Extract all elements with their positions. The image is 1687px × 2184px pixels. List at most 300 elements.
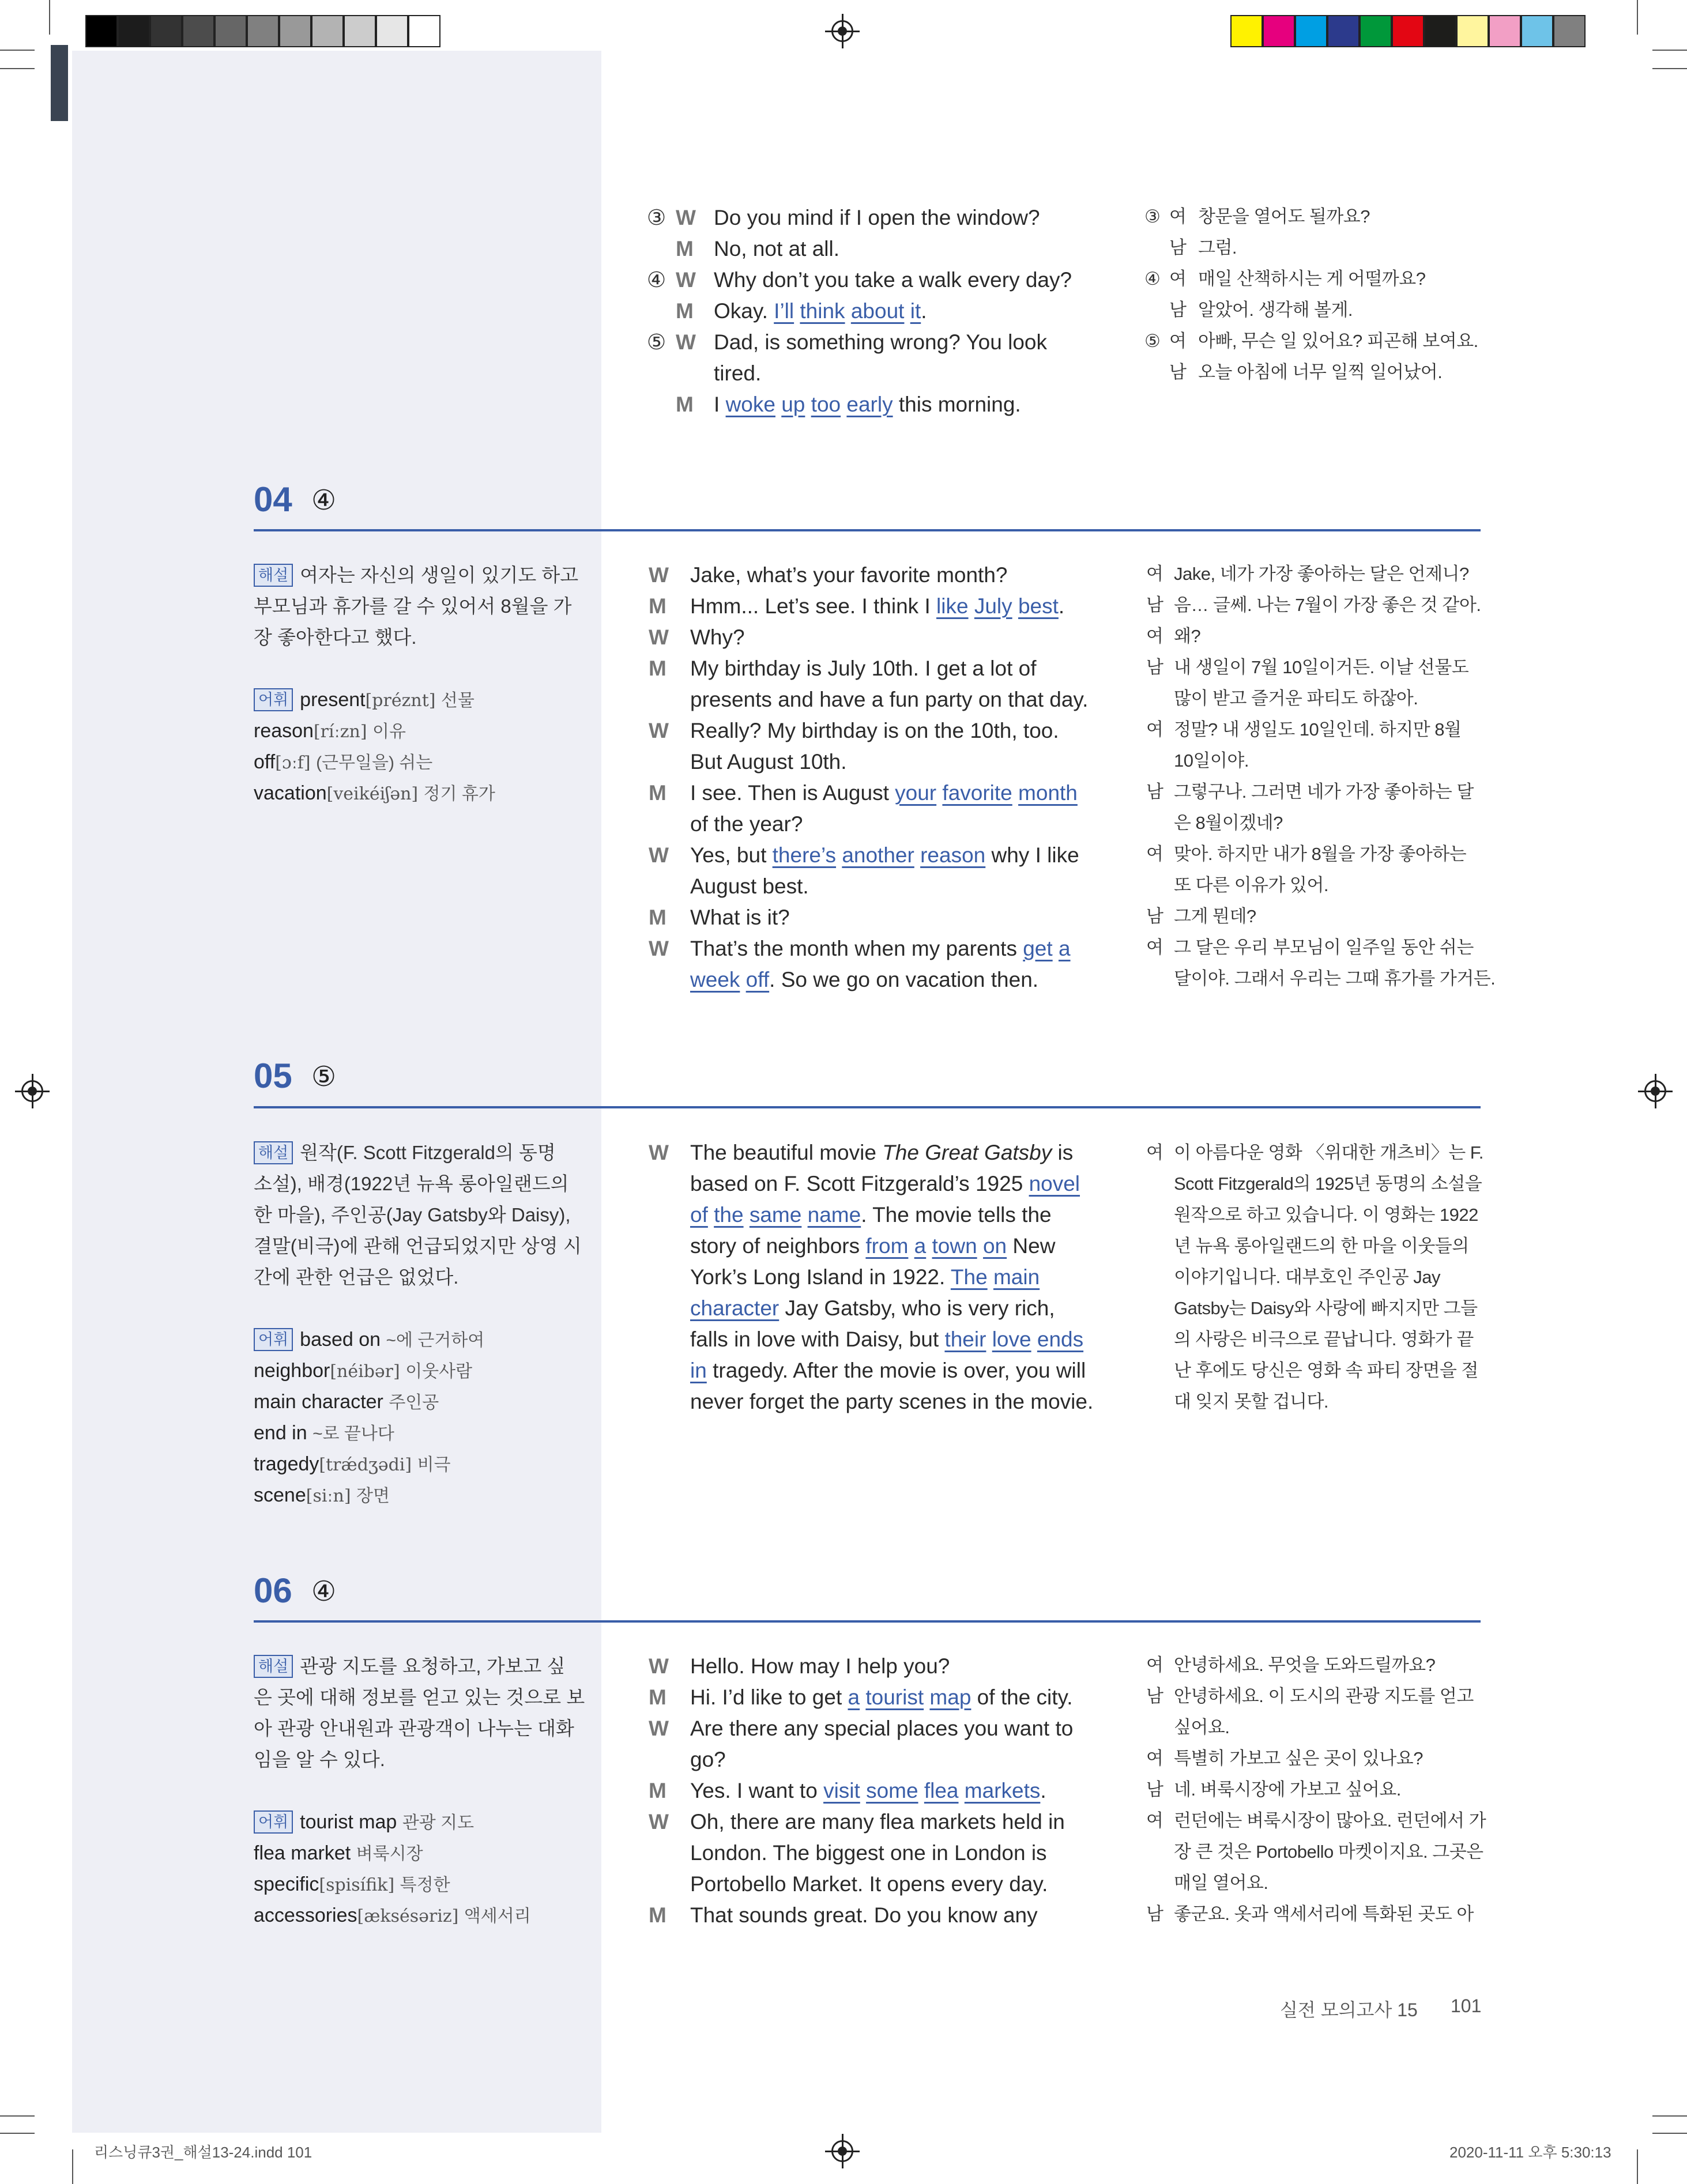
speaker-label: M xyxy=(649,906,666,929)
dialogue-line xyxy=(690,1869,1048,1900)
gray-swatch xyxy=(408,15,440,47)
speaker-label: 여 xyxy=(1146,1142,1163,1163)
item-number: ④ xyxy=(647,268,666,292)
key-phrase: tourist xyxy=(865,1685,924,1709)
text-run xyxy=(977,1234,983,1258)
explanation-line xyxy=(254,1713,574,1744)
slug-timestamp: 2020-11-11 오후 5:30:13 xyxy=(1449,2144,1611,2161)
gray-swatch xyxy=(150,15,182,47)
vocab-meaning: 벼룩시장 xyxy=(356,1844,423,1864)
text-run: . So we go on vacation then. xyxy=(769,968,1039,991)
translation-line: Jake, 네가 가장 좋아하는 달은 언제니? xyxy=(1174,564,1469,584)
text-run: 여자는 자신의 생일이 있기도 하고 xyxy=(300,564,579,586)
speaker-label: M xyxy=(649,1685,666,1709)
dialogue-line xyxy=(690,1137,1073,1168)
dialogue-line xyxy=(690,746,847,778)
text-run: tragedy. After the movie is over, you will xyxy=(706,1359,1086,1382)
speaker-label: M xyxy=(649,781,666,805)
text-run: That sounds great. Do you know any xyxy=(690,1903,1038,1927)
vocab-phonetic: [spisífik] xyxy=(319,1875,395,1895)
speaker-label: 남 xyxy=(1146,1779,1163,1800)
key-phrase: town xyxy=(932,1234,977,1258)
dialogue-line xyxy=(690,560,1007,591)
explanation-badge: 해설 xyxy=(254,564,293,587)
translation-line: 이 아름다운 영화 〈위대한 개츠비〉는 F. xyxy=(1174,1142,1483,1163)
text-run: . xyxy=(921,299,927,323)
section-rule xyxy=(254,1106,1481,1108)
registration-mark-top xyxy=(831,20,853,42)
text-run: Hello. How may I help you? xyxy=(690,1654,950,1678)
corner-tab xyxy=(51,45,68,121)
text-run: Portobello Market. It opens every day. xyxy=(690,1872,1048,1896)
speaker-label: M xyxy=(649,594,666,618)
text-run xyxy=(860,1779,866,1802)
text-run: of the city. xyxy=(971,1685,1073,1709)
speaker-label: 여 xyxy=(1146,719,1163,740)
translation-line: 싶어요. xyxy=(1174,1717,1230,1737)
text-run: based on F. Scott Fitzgerald’s 1925 xyxy=(690,1172,1029,1195)
text-run xyxy=(860,1685,865,1709)
dialogue-line xyxy=(690,840,1079,871)
speaker-label: W xyxy=(676,268,696,292)
text-run xyxy=(908,1234,914,1258)
text-run xyxy=(1012,594,1018,618)
speaker-label: W xyxy=(649,1717,669,1740)
speaker-label: 여 xyxy=(1169,206,1187,227)
speaker-label: 남 xyxy=(1146,782,1163,802)
translation-line: 맞아. 하지만 내가 8월을 가장 좋아하는 xyxy=(1174,844,1467,864)
key-phrase: week xyxy=(690,968,740,991)
vocab-phonetic: [æksésəriz] xyxy=(357,1906,459,1926)
crop-mark xyxy=(1652,2133,1687,2134)
text-run: Why don’t you take a walk every day? xyxy=(714,268,1072,292)
vocab-meaning: 비극 xyxy=(417,1455,451,1474)
key-phrase: of xyxy=(690,1203,708,1227)
item-number: ⑤ xyxy=(1144,331,1161,351)
text-run: London. The biggest one in London is xyxy=(690,1841,1047,1865)
translation-line: 정말? 내 생일도 10일인데. 하지만 8월 xyxy=(1174,719,1462,740)
dialogue-line xyxy=(690,902,790,933)
dialogue-line xyxy=(690,1262,1040,1293)
translation-line: 아빠, 무슨 일 있어요? 피곤해 보여요. xyxy=(1198,331,1478,351)
key-phrase: reason xyxy=(920,843,986,867)
dialogue-line xyxy=(690,1293,1055,1324)
crop-mark xyxy=(49,0,50,35)
vocab-meaning: 장면 xyxy=(356,1487,390,1506)
explanation-line xyxy=(254,622,417,653)
text-run: New xyxy=(1007,1234,1056,1258)
dialogue-line xyxy=(690,715,1059,746)
registration-mark-left xyxy=(21,1080,43,1102)
text-run: why I like xyxy=(985,843,1079,867)
explanation-line xyxy=(254,591,572,622)
dialogue-line xyxy=(690,809,803,840)
item-number: ③ xyxy=(647,206,666,229)
key-phrase: flea xyxy=(924,1779,959,1802)
question-answer: ④ xyxy=(311,1576,337,1607)
vocab-entry xyxy=(254,684,475,716)
vocab-entry xyxy=(254,1806,474,1839)
translation-line: 대 잊지 못할 겁니다. xyxy=(1174,1391,1329,1412)
speaker-label: W xyxy=(649,1141,669,1164)
explanation-badge: 해설 xyxy=(254,1655,293,1678)
vocab-meaning: ~로 끝나다 xyxy=(312,1424,394,1443)
key-phrase: visit xyxy=(823,1779,860,1802)
speaker-label: 여 xyxy=(1169,269,1187,289)
key-phrase: best xyxy=(1018,594,1059,618)
text-run: What is it? xyxy=(690,906,790,929)
explanation-line xyxy=(254,560,578,591)
vocab-meaning: 정기 휴가 xyxy=(423,784,495,804)
dialogue-line xyxy=(714,327,1047,358)
vocab-word: tragedy xyxy=(254,1453,319,1475)
key-phrase: in xyxy=(690,1359,707,1382)
color-swatch xyxy=(1553,15,1586,47)
vocab-badge: 어휘 xyxy=(254,1810,293,1834)
key-phrase: get xyxy=(1023,937,1053,960)
text-run xyxy=(744,1203,750,1227)
dialogue-line xyxy=(690,1900,1038,1931)
vocab-meaning: ~에 근거하여 xyxy=(386,1331,485,1350)
key-phrase: some xyxy=(866,1779,918,1802)
text-run: . The movie tells the xyxy=(861,1203,1052,1227)
speaker-label: 남 xyxy=(1169,300,1187,320)
text-run: 원작(F. Scott Fitzgerald의 동명 xyxy=(300,1142,556,1163)
speaker-label: 여 xyxy=(1146,844,1163,864)
translation-line: 그럼. xyxy=(1198,237,1237,258)
text-run xyxy=(1031,1327,1037,1351)
text-run: story of neighbors xyxy=(690,1234,866,1258)
translation-line: 의 사랑은 비극으로 끝납니다. 영화가 끝 xyxy=(1174,1329,1474,1349)
dialogue-line xyxy=(690,933,1071,964)
explanation-line xyxy=(254,1682,585,1713)
key-phrase: there’s xyxy=(772,843,837,867)
speaker-label: 여 xyxy=(1146,1748,1163,1768)
text-run: 부모님과 휴가를 갈 수 있어서 8월을 가 xyxy=(254,595,572,617)
key-phrase: think xyxy=(800,299,845,323)
title-italic: The Great Gatsby xyxy=(882,1141,1052,1164)
text-run: 장 좋아한다고 했다. xyxy=(254,627,417,648)
vocab-meaning: 특정한 xyxy=(400,1876,450,1895)
vocab-word: accessories xyxy=(254,1904,357,1926)
question-number: 06 xyxy=(254,1571,292,1610)
dialogue-line xyxy=(690,778,1078,809)
crop-mark xyxy=(1652,50,1687,51)
key-phrase: early xyxy=(846,393,893,416)
text-run: I xyxy=(714,393,726,416)
speaker-label: 여 xyxy=(1146,626,1163,646)
translation-line: 좋군요. 옷과 액세서리에 특화된 곳도 아 xyxy=(1174,1904,1474,1924)
vocab-meaning: 이유 xyxy=(372,722,406,741)
speaker-label: W xyxy=(676,330,696,354)
text-run: Jake, what’s your favorite month? xyxy=(690,563,1008,587)
key-phrase: about xyxy=(850,299,905,323)
key-phrase: another xyxy=(842,843,914,867)
speaker-label: 남 xyxy=(1146,906,1163,926)
question-answer: ⑤ xyxy=(311,1062,337,1092)
text-run xyxy=(936,781,942,805)
speaker-label: 남 xyxy=(1169,237,1187,258)
text-run: York’s Long Island in 1922. xyxy=(690,1265,951,1289)
vocab-phonetic: [préznt] xyxy=(365,691,436,711)
key-phrase: map xyxy=(929,1685,971,1709)
crop-mark xyxy=(0,68,35,69)
vocab-word: neighbor xyxy=(254,1360,330,1382)
gray-swatch xyxy=(279,15,311,47)
key-phrase: I’ll xyxy=(774,299,794,323)
vocab-word: based on xyxy=(300,1329,381,1351)
vocab-word: flea market xyxy=(254,1842,351,1864)
text-run xyxy=(926,1234,932,1258)
gray-swatch xyxy=(85,15,118,47)
speaker-label: 남 xyxy=(1146,657,1163,677)
translation-line: 오늘 아침에 너무 일찍 일어났어. xyxy=(1198,362,1443,382)
footer-section-title: 실전 모의고사 15 xyxy=(1280,2000,1418,2020)
speaker-label: M xyxy=(649,1903,666,1927)
vocab-word: tourist map xyxy=(300,1811,397,1833)
vocab-entry xyxy=(254,1449,451,1481)
vocab-word: scene xyxy=(254,1484,306,1506)
translation-line: 10일이야. xyxy=(1174,750,1249,771)
page-number: 101 xyxy=(1451,1996,1482,2016)
text-run xyxy=(740,968,745,991)
dialogue-line xyxy=(690,1775,1046,1806)
item-number: ④ xyxy=(1144,269,1161,289)
key-phrase: woke xyxy=(725,393,775,416)
vocab-phonetic: [siːn] xyxy=(306,1486,351,1506)
translation-line: 원작으로 하고 있습니다. 이 영화는 1922 xyxy=(1174,1205,1478,1225)
key-phrase: your xyxy=(895,781,937,805)
vocab-word: end in xyxy=(254,1422,307,1444)
dialogue-line xyxy=(690,964,1038,995)
crop-mark xyxy=(1637,2149,1638,2184)
dialogue-line xyxy=(690,1231,1055,1262)
translation-line: 안녕하세요. 이 도시의 관광 지도를 얻고 xyxy=(1174,1686,1474,1706)
dialogue-line xyxy=(690,871,809,902)
explanation-line xyxy=(254,1651,565,1682)
crop-mark xyxy=(0,2133,35,2134)
text-run: Oh, there are many flea markets held in xyxy=(690,1810,1065,1834)
gray-swatch xyxy=(376,15,408,47)
key-phrase: name xyxy=(807,1203,861,1227)
translation-line: 알았어. 생각해 볼게. xyxy=(1198,300,1353,320)
dialogue-line xyxy=(690,1355,1086,1386)
vocab-entry xyxy=(254,1900,531,1932)
vocab-entry xyxy=(254,715,406,748)
translation-line: 그게 뭔데? xyxy=(1174,906,1256,926)
text-run: 임을 알 수 있다. xyxy=(254,1749,385,1770)
dialogue-line xyxy=(690,1682,1073,1713)
key-phrase: it xyxy=(910,299,921,323)
crop-mark xyxy=(1652,2115,1687,2117)
translation-line: 년 뉴욕 롱아일랜드의 한 마을 이웃들의 xyxy=(1174,1236,1469,1256)
speaker-label: 남 xyxy=(1146,1904,1163,1924)
translation-line: 런던에는 벼룩시장이 많아요. 런던에서 가 xyxy=(1174,1810,1486,1831)
explanation-badge: 해설 xyxy=(254,1141,293,1164)
dialogue-line xyxy=(690,1199,1052,1231)
key-phrase: character xyxy=(690,1296,780,1320)
key-phrase: their xyxy=(944,1327,986,1351)
vocab-phonetic: [veikéiʃən] xyxy=(326,784,419,804)
text-run xyxy=(801,1203,807,1227)
key-phrase: a xyxy=(1058,937,1071,960)
key-phrase: on xyxy=(982,1234,1007,1258)
key-phrase: too xyxy=(811,393,841,416)
vocab-phonetic: [ríːzn] xyxy=(313,722,367,742)
color-swatch xyxy=(1360,15,1392,47)
speaker-label: 남 xyxy=(1146,1686,1163,1706)
vocab-meaning: (근무일을) 쉬는 xyxy=(316,753,433,772)
text-run: Okay. xyxy=(714,299,774,323)
speaker-label: M xyxy=(676,237,694,261)
translation-line: Gatsby는 Daisy와 사랑에 빠지지만 그들 xyxy=(1174,1298,1478,1318)
translation-line: 매일 산책하시는 게 어떨까요? xyxy=(1198,269,1426,289)
section-rule xyxy=(254,529,1481,531)
gray-swatch xyxy=(214,15,247,47)
vocab-phonetic: [trǽdʒədi] xyxy=(319,1455,412,1475)
dialogue-line xyxy=(690,591,1064,622)
text-run: 한 마을), 주인공(Jay Gatsby와 Daisy), xyxy=(254,1204,571,1225)
speaker-label: W xyxy=(649,1810,669,1834)
color-swatch xyxy=(1392,15,1424,47)
gray-swatch xyxy=(311,15,344,47)
vocab-word: vacation xyxy=(254,782,327,804)
key-phrase: from xyxy=(865,1234,909,1258)
key-phrase: like xyxy=(936,594,969,618)
dialogue-line xyxy=(714,202,1040,233)
explanation-line xyxy=(254,1199,571,1231)
translation-line: 많이 받고 즐거운 파티도 하잖아. xyxy=(1174,688,1418,708)
key-phrase: love xyxy=(992,1327,1031,1351)
text-run: 소설), 배경(1922년 뉴욕 롱아일랜드의 xyxy=(254,1173,569,1194)
dialogue-line xyxy=(714,233,839,265)
color-swatch xyxy=(1521,15,1553,47)
speaker-label: 여 xyxy=(1146,1655,1163,1675)
translation-line: 네. 벼룩시장에 가보고 싶어요. xyxy=(1174,1779,1401,1800)
speaker-label: W xyxy=(649,563,669,587)
vocab-entry xyxy=(254,1838,423,1870)
vocab-entry xyxy=(254,778,495,810)
color-swatch xyxy=(1424,15,1456,47)
vocab-entry xyxy=(254,1480,390,1512)
key-phrase: ends xyxy=(1037,1327,1084,1351)
section-rule xyxy=(254,1620,1481,1623)
color-swatch xyxy=(1295,15,1327,47)
dialogue-line xyxy=(690,1838,1047,1869)
speaker-label: M xyxy=(649,657,666,680)
explanation-line xyxy=(254,1231,582,1262)
text-run: Do you mind if I open the window? xyxy=(714,206,1040,229)
vocab-word: off xyxy=(254,751,276,773)
translation-line: 왜? xyxy=(1174,626,1201,646)
text-run: The beautiful movie xyxy=(690,1141,883,1164)
item-number: ③ xyxy=(1144,206,1161,227)
text-run xyxy=(924,1685,929,1709)
explanation-line xyxy=(254,1168,568,1199)
text-run: Really? My birthday is on the 10th, too. xyxy=(690,719,1059,742)
translation-line: 그 달은 우리 부모님이 일주일 동안 쉬는 xyxy=(1174,937,1474,957)
vocab-meaning: 관광 지도 xyxy=(402,1813,475,1832)
vocab-word: present xyxy=(300,689,366,711)
translation-line: 내 생일이 7월 10일이거든. 이날 선물도 xyxy=(1174,657,1469,677)
dialogue-line xyxy=(690,684,1088,715)
text-run xyxy=(969,594,974,618)
key-phrase: The xyxy=(950,1265,988,1289)
dialogue-line xyxy=(690,1168,1080,1199)
vocab-word: main character xyxy=(254,1391,383,1413)
crop-mark xyxy=(0,2115,35,2117)
translation-line: 그렇구나. 그러면 네가 가장 좋아하는 달 xyxy=(1174,782,1474,802)
speaker-label: 여 xyxy=(1146,937,1163,957)
speaker-label: W xyxy=(649,719,669,742)
text-run: My birthday is July 10th. I get a lot of xyxy=(690,657,1037,680)
translation-line: 또 다른 이유가 있어. xyxy=(1174,875,1329,895)
gray-swatch xyxy=(118,15,150,47)
vocab-meaning: 액세서리 xyxy=(464,1907,531,1926)
vocab-entry xyxy=(254,1417,394,1450)
text-run: Yes, but xyxy=(690,843,773,867)
text-run: No, not at all. xyxy=(714,237,840,261)
text-run: 결말(비극)에 관해 언급되었지만 상영 시 xyxy=(254,1235,582,1257)
speaker-label: 남 xyxy=(1169,362,1187,382)
text-run: falls in love with Daisy, but xyxy=(690,1327,945,1351)
key-phrase: markets xyxy=(964,1779,1041,1802)
vocab-meaning: 이웃사람 xyxy=(405,1362,473,1381)
text-run: . xyxy=(1058,594,1065,618)
translation-line: 달이야. 그래서 우리는 그때 휴가를 가거든. xyxy=(1174,968,1496,989)
translation-line: 특별히 가보고 싶은 곳이 있나요? xyxy=(1174,1748,1423,1768)
dialogue-line xyxy=(690,1651,950,1682)
text-run: I see. Then is August xyxy=(690,781,895,805)
color-swatch xyxy=(1327,15,1360,47)
translation-line: 난 후에도 당신은 영화 속 파티 장면을 절 xyxy=(1174,1360,1478,1380)
text-run: tired. xyxy=(714,361,762,385)
text-run: That’s the month when my parents xyxy=(690,937,1023,960)
key-phrase: month xyxy=(1018,781,1078,805)
key-phrase: the xyxy=(714,1203,744,1227)
text-run xyxy=(988,1265,993,1289)
text-run: presents and have a fun party on that day. xyxy=(690,688,1089,711)
vocab-entry xyxy=(254,1386,439,1419)
text-run: Hmm... Let’s see. I think I xyxy=(690,594,937,618)
text-run: 은 곳에 대해 정보를 얻고 있는 것으로 보 xyxy=(254,1687,585,1708)
color-swatch xyxy=(1263,15,1295,47)
speaker-label: M xyxy=(676,393,694,416)
speaker-label: W xyxy=(676,206,696,229)
text-run: 간에 관한 언급은 없었다. xyxy=(254,1266,459,1288)
color-swatch xyxy=(1489,15,1521,47)
text-run: go? xyxy=(690,1748,726,1771)
text-run: Are there any special places you want to xyxy=(690,1717,1074,1740)
speaker-label: 여 xyxy=(1146,1810,1163,1831)
gray-swatch xyxy=(344,15,376,47)
explanation-line xyxy=(254,1137,556,1168)
slug-filename: 리스닝큐3권_해설13-24.indd 101 xyxy=(94,2144,312,2161)
text-run: Yes. I want to xyxy=(690,1779,824,1802)
item-number: ⑤ xyxy=(647,330,666,354)
vocab-entry xyxy=(254,1869,450,1901)
speaker-label: W xyxy=(649,843,669,867)
dialogue-line xyxy=(690,1806,1065,1838)
text-run: this morning. xyxy=(893,393,1021,416)
question-answer: ④ xyxy=(311,485,337,516)
text-run: . xyxy=(1040,1779,1046,1802)
text-run xyxy=(986,1327,992,1351)
speaker-label: M xyxy=(649,1779,666,1802)
text-run xyxy=(836,843,842,867)
speaker-label: W xyxy=(649,1654,669,1678)
question-number: 05 xyxy=(254,1057,292,1095)
